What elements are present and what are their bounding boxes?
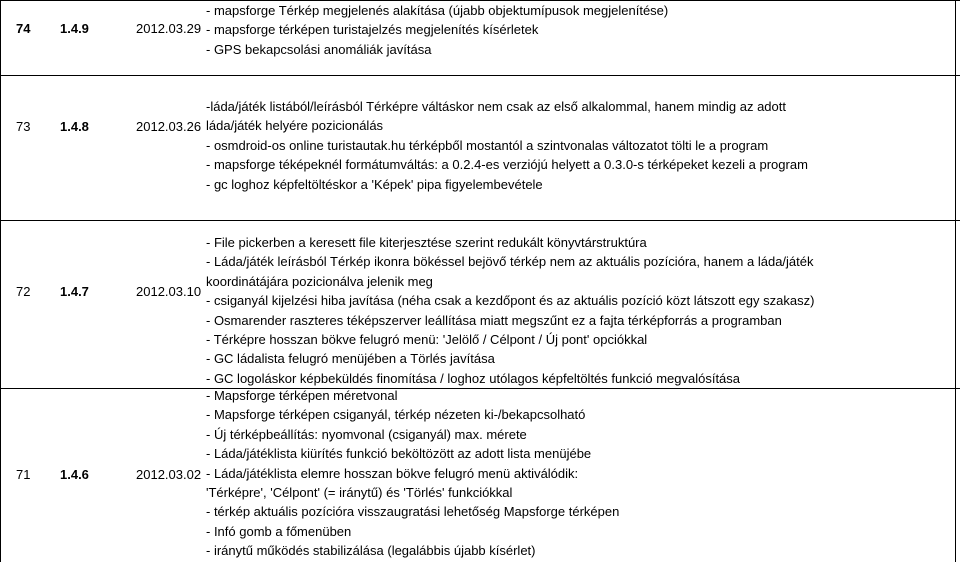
row-changes — [206, 386, 619, 561]
row-number: 71 — [16, 467, 31, 482]
change-line: - csiganyál kijelzési hiba javítása (néha csak a kezdőpont és az aktuális pozíció közt látszott egy szakasz) — [206, 293, 815, 309]
change-line: koordinátájára pozicionálva jelenik meg — [206, 273, 433, 289]
change-line: - Új térképbeállítás: nyomvonal (csiganyál) max. mérete — [206, 426, 527, 442]
change-line: - Térképre hosszan bökve felugró menü: 'Jelölő / Célpont / Új pont' opciókkal — [206, 332, 648, 348]
change-line: - Mapsforge térképen méretvonal — [206, 388, 398, 403]
row-changes — [206, 233, 814, 388]
row-version: 1.4.9 — [60, 21, 89, 36]
change-line: - File pickerben a keresett file kiterjesztése szerint redukált könyvtárstruktúra — [206, 235, 647, 250]
row-date: 2012.03.02 — [136, 467, 202, 482]
row-version: 1.4.8 — [60, 119, 89, 134]
row-version: 1.4.6 — [60, 467, 89, 482]
change-line: - térkép aktuális pozícióra visszaugratási lehetőség Mapsforge térképen — [206, 504, 620, 520]
table-row — [0, 0, 960, 75]
table-row — [0, 388, 960, 562]
row-number: 74 — [16, 21, 31, 36]
row-date: 2012.03.26 — [136, 119, 202, 134]
change-line: - gc loghoz képfeltöltéskor a 'Képek' pipa figyelembevétele — [206, 176, 543, 192]
change-line: - Láda/játéklista elemre hosszan bökve felugró menü aktiválódik: — [206, 465, 579, 481]
table-row — [0, 220, 960, 388]
change-line: láda/játék helyére pozicionálás — [206, 118, 384, 134]
row-number: 73 — [16, 119, 31, 134]
change-line: - GC logoláskor képbeküldés finomítása / loghoz utólagos képfeltöltés funkció megvalósítása — [206, 370, 741, 386]
change-line: - iránytű működés stabilizálása (legalábbis újabb kísérlet) — [206, 543, 536, 559]
row-changes — [206, 1, 668, 59]
row-number: 72 — [16, 284, 31, 299]
row-date: 2012.03.29 — [136, 21, 202, 36]
change-line: - Infó gomb a főmenüben — [206, 523, 352, 539]
change-line: - GPS bekapcsolási anomáliák javítása — [206, 41, 432, 57]
change-line: - mapsforge téképeknél formátumváltás: a 0.2.4-es verziójú helyett a 0.3.0-s térképeket kezeli a program — [206, 157, 808, 173]
change-line: - Láda/játéklista kiürítés funkció beköltözött az adott lista menüjébe — [206, 446, 592, 462]
change-line: 'Térképre', 'Célpont' (= iránytű) és 'Törlés' funkciókkal — [206, 485, 513, 501]
change-line: - mapsforge Térkép megjelenés alakítása (újabb objektumípusok megjelenítése) — [206, 3, 669, 18]
change-line: - GC ládalista felugró menüjében a Törlés javítása — [206, 351, 495, 367]
change-line: - Osmarender raszteres téképszerver leállítása miatt megszűnt ez a fajta térképforrás a programban — [206, 312, 782, 328]
table-row — [0, 75, 960, 220]
row-version: 1.4.7 — [60, 284, 89, 299]
row-date: 2012.03.10 — [136, 284, 202, 299]
change-line: - osmdroid-os online turistautak.hu térképből mostantól a szintvonalas változatot tölti le a program — [206, 137, 769, 153]
change-line: -láda/játék listából/leírásból Térképre váltáskor nem csak az első alkalommal, hanem mindig az adott — [206, 99, 786, 114]
change-line: - Láda/játék leírásból Térkép ikonra bökéssel bejövő térkép nem az aktuális pozícióra, hanem a láda/játék — [206, 254, 814, 270]
change-line: - Mapsforge térképen csiganyál, térkép nézeten ki-/bekapcsolható — [206, 407, 586, 423]
change-line: - mapsforge térképen turistajelzés megjelenítés kísérletek — [206, 22, 539, 38]
row-changes — [206, 97, 808, 194]
